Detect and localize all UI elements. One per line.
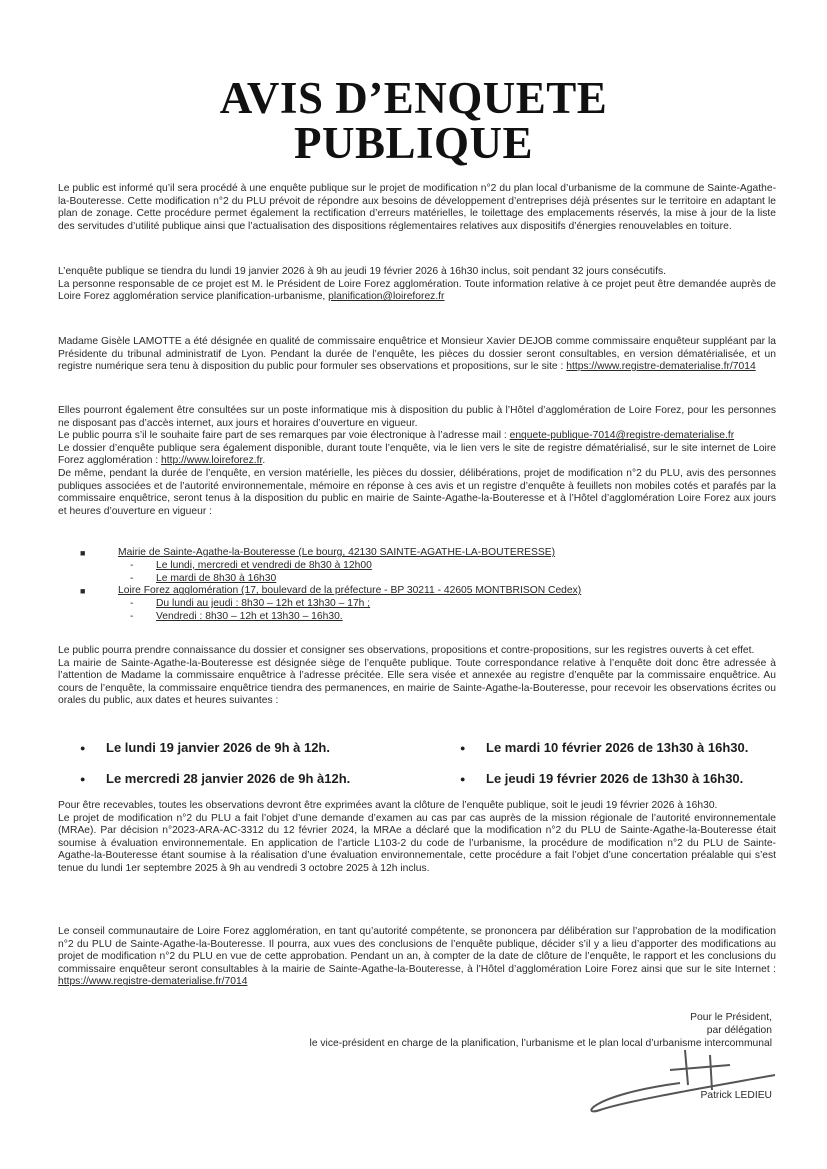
recevabilite-paragraph	[58, 800, 776, 876]
registre-link[interactable]: https://www.registre-dematerialise.fr/7014	[566, 361, 756, 373]
registres-text: Le public pourra prendre connaissance du dossier et consigner ses observations, propositions et contre-propositions, sur les registres ouverts à cet effet.	[58, 645, 755, 656]
hours-item: - Le mardi de 8h30 à 16h30	[130, 572, 277, 584]
dates-text: L’enquête publique se tiendra du lundi 19 janvier 2026 à 9h au jeudi 19 février 2026 à 16h30 inclus, soit pendant 32 jours consécutifs.	[58, 266, 666, 277]
hours-item: - Du lundi au jeudi : 8h30 – 12h et 13h30 – 17h ;	[130, 598, 371, 610]
intro-text: Le public est informé qu’il sera procédé à une enquête publique sur le projet de modification n°2 du plan local d’urbanisme de la commune de Sainte-Agathe-la-Bouteresse. Cette modification n°2 du PLU prévoit de répondre aux besoins de développement d’entreprises déjà présentes sur le territoire en adaptant le plan de zonage. Cette procédure permet également la rectification d’erreurs matérielles, le toilettage des emplacements réservés, la mise à jour de la liste des servitudes d’utilité publique ainsi que l’actualisation des dispositions réglementaires relatives aux dispositifs d’énergies renouvelables en toiture.	[58, 183, 776, 232]
material-version-text: De même, pendant la durée de l’enquête, en version matérielle, les pièces du dossier, délibérations, projet de modification n°2 du PLU, avis des personnes publiques associées et de l’autorité environnementale, mémoire en réponse à ces avis et un registre d’enquête à feuillets non mobiles cotés et parafés par la commissaire enquêtrice, seront tenus à la disposition du public en mairie de Sainte-Agathe-la-Bouteresse et à l’Hôtel d’agglomération Loire Forez aux jours et heures d’ouverture en vigueur :	[58, 467, 776, 517]
permanence-text: Le lundi 19 janvier 2026 de 9h à 12h.	[106, 740, 330, 755]
permanence-item: ● Le mardi 10 février 2026 de 13h30 à 16h30.	[460, 740, 749, 755]
commissioner-text: Madame Gisèle LAMOTTE a été désignée en qualité de commissaire enquêtrice et Monsieur Xavier DEJOB comme commissaire enquêteur suppléant par la Présidente du tribunal administratif de Lyon. Pendant la durée de l’enquête, les pièces du dossier seront consultables, en version dématérialisée, et un registre numérique sera tenu à disposition du public pour formuler ses observations et propositions, sur le site :	[58, 336, 776, 373]
recevabilite-text: Pour être recevables, toutes les observations devront être exprimées avant la clôture de l’enquête publique, soit le jeudi 19 février 2026 à 16h30.	[58, 800, 718, 811]
bullet-icon: ■	[80, 586, 86, 597]
consultation-paragraph	[58, 405, 776, 518]
intro-paragraph	[58, 183, 776, 233]
location-item	[80, 547, 581, 560]
hours-text: Vendredi : 8h30 – 12h et 13h30 – 16h30.	[156, 610, 343, 622]
hours-text: Du lundi au jeudi : 8h30 – 12h et 13h30 – 17h ;	[156, 598, 371, 610]
hours-item: - Le lundi, mercredi et vendredi de 8h30 à 12h00	[130, 559, 372, 571]
signature-line: par délégation	[706, 1024, 772, 1036]
approbation-paragraph	[58, 926, 776, 989]
signatory-name: Patrick LEDIEU	[700, 1090, 772, 1101]
permanence-text: Le mardi 10 février 2026 de 13h30 à 16h30.	[486, 740, 749, 755]
registre-link-2[interactable]: https://www.registre-dematerialise.fr/7014	[58, 976, 248, 988]
signature-role: le vice-président en charge de la planification, l’urbanisme et le plan local d’urbanisme intercommunal	[309, 1037, 772, 1049]
commissioner-paragraph	[58, 336, 776, 374]
bullet-icon: ■	[80, 548, 86, 558]
email-remarks-text: Le public pourra s’il le souhaite faire part de ses remarques par voie électronique à l’adresse mail :	[58, 430, 510, 442]
planification-email-link[interactable]: planification@loireforez.fr	[328, 291, 445, 303]
hours-item: - Vendredi : 8h30 – 12h et 13h30 – 16h30.	[130, 610, 343, 622]
mrae-text: Le projet de modification n°2 du PLU a fait l’objet d’une demande d’examen au cas par cas auprès de la mission régionale de l’autorité environnementale (MRAe). Par décision n°2023-ARA-AC-3312 du 12 février 2024, la MRAe a déclaré que la modification n°2 du PLU de Sainte-Agathe-la-Bouteresse était soumise à évaluation environnementale. En application de l’article L103-2 du code de l’urbanisme, la procédure de modification n°2 du PLU de Sainte-Agathe-la-Bouteresse étant soumise à la réalisation d’une évaluation environnementale, cette procédure a fait l’objet d’une concertation préalable qui s’est tenue du lundi 1er septembre 2025 à 9h au vendredi 3 octobre 2025 à 12h inclus.	[58, 812, 776, 874]
permanence-item: ● Le jeudi 19 février 2026 de 13h30 à 16h30.	[460, 771, 744, 786]
enquete-email-link[interactable]: enquete-publique-7014@registre-dematerialise.fr	[509, 430, 735, 442]
period: .	[262, 455, 266, 467]
document-title-line2: PUBLIQUE	[293, 118, 534, 168]
dates-paragraph	[58, 266, 776, 304]
locations-list	[80, 547, 581, 624]
signature-line: Pour le Président,	[690, 1012, 772, 1023]
hours-text: Le mardi de 8h30 à 16h30	[156, 572, 277, 584]
document-title-line1: AVIS D’ENQUETE	[219, 73, 608, 123]
hours-text: Le lundi, mercredi et vendredi de 8h30 à 12h00	[156, 559, 372, 571]
contact-text: La personne responsable de ce projet est M. le Président de Loire Forez agglomération. Toute information relative à ce projet peut être demandée auprès de Loire Forez agglomération service planification-urbanisme,	[58, 278, 776, 303]
dossier-text: Le dossier d’enquête publique sera également disponible, durant toute l’enquête, via le lien vers le site de registre dématérialisé, sur le site internet de Loire Forez agglomération :	[58, 442, 776, 467]
location-name: Loire Forez agglomération (17, boulevard de la préfecture - BP 30211 - 42605 MONTBRISON Cedex)	[118, 585, 582, 597]
consultation-text: Elles pourront également être consultées sur un poste informatique mis à disposition du public à l’Hôtel d’agglomération de Loire Forez, pour les personnes ne disposant pas d’accès internet, aux jours et horaires d’ouverture en vigueur.	[58, 405, 776, 429]
approbation-text: Le conseil communautaire de Loire Forez agglomération, en tant qu’autorité compétente, se prononcera par délibération sur l’approbation de la modification n°2 du PLU de Sainte-Agathe-la-Bouteresse. Il pourra, aux vues des conclusions de l’enquête publique, décider s’il y a lieu d’apporter des modifications au projet de modification n°2 du PLU en vue de cette approbation. Pendant un an, à compter de la date de clôture de l’enquête, le rapport et les conclusions du commissaire enquêteur seront consultables à la mairie de Sainte-Agathe-la-Bouteresse, à l’Hôtel d’agglomération Loire Forez ainsi que sur le site Internet :	[58, 926, 776, 975]
loireforez-link[interactable]: http://www.loireforez.fr	[161, 455, 263, 467]
siege-text: La mairie de Sainte-Agathe-la-Bouteresse est désignée siège de l’enquête publique. Toute correspondance relative à l’enquête doit donc être adressée à l’attention de Madame la commissaire enquêtrice à l’adresse précitée. Elle sera visée et annexée au registre d’enquête par la commissaire enquêtrice. Au cours de l’enquête, la commissaire enquêtrice tiendra des permanences, en mairie de Sainte-Agathe-la-Bouteresse, pour recevoir les observations écrites ou orales du public, aux dates et heures suivantes :	[58, 657, 776, 707]
location-name: Mairie de Sainte-Agathe-la-Bouteresse (Le bourg, 42130 SAINTE-AGATHE-LA-BOUTERESSE)	[118, 547, 556, 558]
location-item	[80, 585, 581, 598]
permanence-item: ● Le mercredi 28 janvier 2026 de 9h à12h.	[80, 771, 351, 786]
permanence-item: ● Le lundi 19 janvier 2026 de 9h à 12h.	[80, 740, 330, 755]
permanences-paragraph	[58, 645, 776, 708]
permanence-text: Le mercredi 28 janvier 2026 de 9h à12h.	[106, 771, 351, 786]
permanence-text: Le jeudi 19 février 2026 de 13h30 à 16h30.	[486, 771, 744, 786]
handwritten-signature	[570, 1045, 780, 1120]
